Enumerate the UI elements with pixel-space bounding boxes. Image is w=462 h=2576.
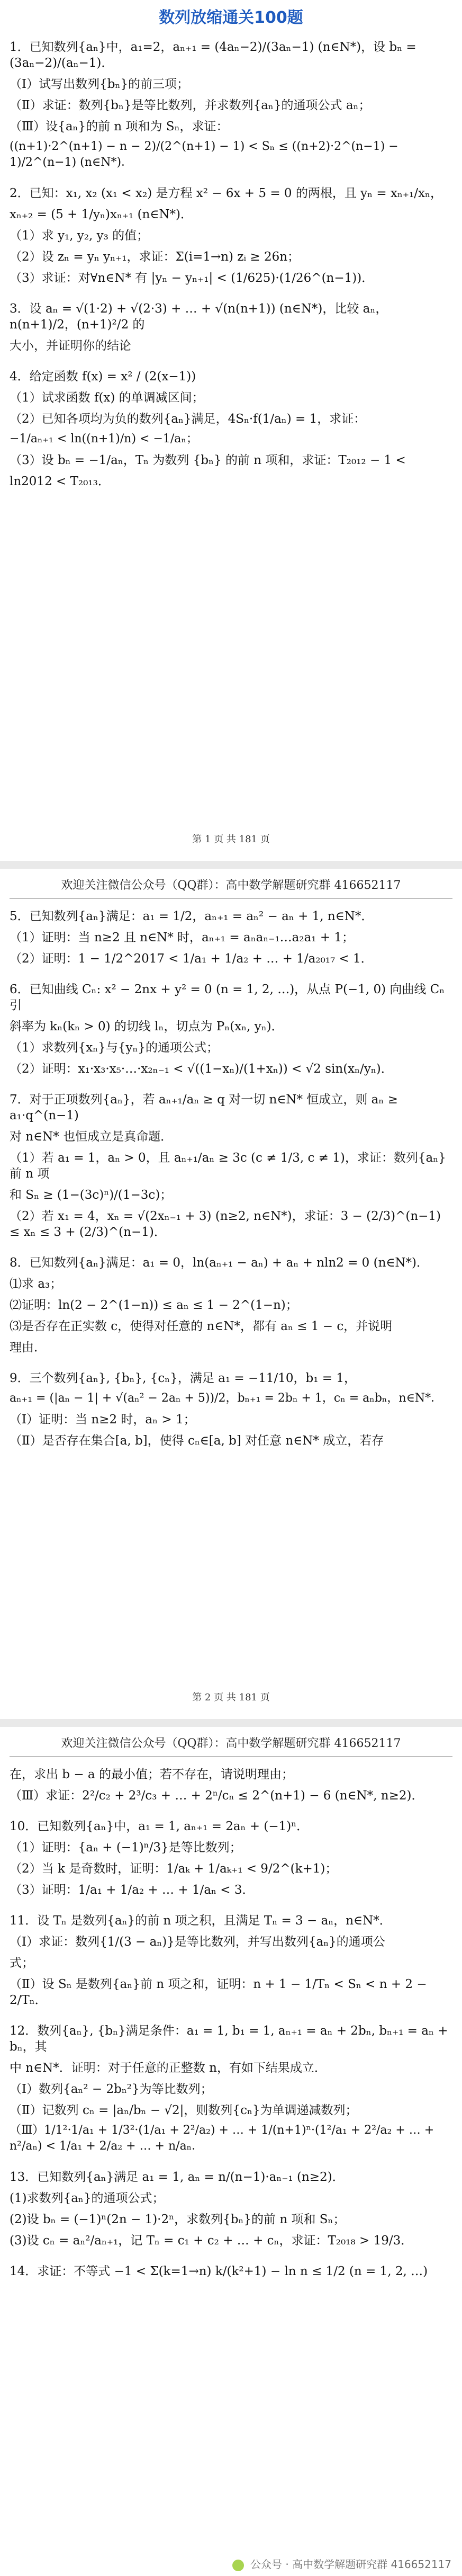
question-1-part-2: （Ⅱ）求证：数列{bₙ}是等比数列，并求数列{aₙ}的通项公式 aₙ； — [10, 99, 371, 112]
question-4-part-3-cont: ln2012 < T₂₀₁₃． — [10, 475, 110, 488]
page-header: 欢迎关注微信公众号（QQ群）：高中数学解题研究群 416652117 — [10, 869, 452, 899]
document-title: 数列放缩通关100题 — [159, 8, 303, 27]
question-6-part-1: （1）求数列{xₙ}与{yₙ}的通项公式； — [10, 1041, 219, 1055]
question-9-part-2-cont: 在，求出 b − a 的最小值；若不存在，请说明理由； — [10, 1768, 294, 1781]
question-5-part-1: （1）证明：当 n≥2 且 n∈N* 时，aₙ₊₁ = aₙaₙ₋₁…a₂a₁ + 1； — [10, 931, 355, 944]
question-11-part-2: （Ⅱ）设 Sₙ 是数列{aₙ}前 n 项之和，证明：n + 1 − 1/Tₙ < Sₙ < n + 2 − 2/Tₙ． — [10, 1977, 427, 2007]
question-8-part-3: ⑶是否存在正实数 c，使得对任意的 n∈N*，都有 aₙ ≤ 1 − c，并说明 — [10, 1320, 393, 1333]
page-2 — [0, 869, 462, 1719]
question-3: 3．设 aₙ = √(1·2) + √(2·3) + … + √(n(n+1)) (n∈N*)，比较 aₙ，n(n+1)/2，(n+1)²/2 的 — [10, 302, 388, 332]
question-9-part-1: （Ⅰ）证明：当 n≥2 时，aₙ > 1； — [10, 1413, 196, 1427]
question-2-recurrence: xₙ₊₂ = (5 + 1/yₙ)xₙ₊₁ (n∈N*)． — [10, 208, 193, 221]
page-3-content — [10, 1767, 452, 2279]
question-5-part-2: （2）证明：1 − 1/2^2017 < 1/a₁ + 1/a₂ + … + 1/a₂₀₁₇ < 1． — [10, 952, 373, 966]
question-7-part-2: （2）若 x₁ = 4，xₙ = √(2xₙ₋₁ + 3) (n≥2, n∈N*)，求证：3 − (2/3)^(n−1) ≤ xₙ ≤ 3 + (2/3)^(n−1)． — [10, 1209, 441, 1239]
watermark-text: 公众号 · 高中数学解题研究群 416652117 — [250, 2558, 451, 2571]
question-8-part-3-cont: 理由． — [10, 1341, 46, 1354]
question-4-inequality: −1/aₙ₊₁ < ln((n+1)/n) < −1/aₙ； — [10, 432, 198, 445]
question-14: 14．求证：不等式 −1 < Σ(k=1→n) k/(k²+1) − ln n ≤ 1/2 (n = 1, 2, …) — [10, 2265, 428, 2278]
question-12-cont: 中 n∈N*．证明：对于任意的正整数 n，有如下结果成立． — [10, 2061, 327, 2075]
question-13: 13．已知数列{aₙ}满足 a₁ = 1, aₙ = n/(n−1)·aₙ₋₁ (n≥2)． — [10, 2170, 345, 2184]
question-2-part-3: （3）求证：对∀n∈N* 有 |yₙ − yₙ₊₁| < (1/625)·(1/26^(n−1))． — [10, 271, 374, 285]
page-1-content — [10, 39, 452, 489]
question-5: 5．已知数列{aₙ}满足：a₁ = 1/2，aₙ₊₁ = aₙ² − aₙ + 1, n∈N*． — [10, 910, 374, 923]
question-2-part-1: （1）求 y₁, y₂, y₃ 的值； — [10, 229, 149, 243]
question-9: 9．三个数列{aₙ}, {bₙ}, {cₙ}，满足 a₁ = −11/10，b₁ = 1， — [10, 1371, 357, 1385]
page-1 — [0, 0, 462, 861]
question-4-part-2: （2）已知各项均为负的数列{aₙ}满足，4Sₙ·f(1/aₙ) = 1，求证： — [10, 412, 366, 426]
question-13-part-2: (2)设 bₙ = (−1)ⁿ(2n − 1)·2ⁿ，求数列{bₙ}的前 n 项和 Sₙ； — [10, 2213, 346, 2226]
question-1: 1．已知数列{aₙ}中，a₁=2，aₙ₊₁ = (4aₙ−2)/(3aₙ−1) (n∈N*)，设 bₙ = (3aₙ−2)/(aₙ−1)． — [10, 40, 416, 70]
question-4-part-3: （3）设 bₙ = −1/aₙ，Tₙ 为数列 {bₙ} 的前 n 项和，求证：T₂₀₁₂ − 1 < — [10, 453, 406, 467]
question-1-part-1: （Ⅰ）试写出数列{bₙ}的前三项； — [10, 77, 189, 91]
question-12: 12．数列{aₙ}, {bₙ}满足条件：a₁ = 1, b₁ = 1, aₙ₊₁ = aₙ + 2bₙ, bₙ₊₁ = aₙ + bₙ，其 — [10, 2024, 448, 2054]
question-3-cont: 大小，并证明你的结论 — [10, 339, 131, 353]
question-10-part-2: （2）当 k 是奇数时，证明：1/aₖ + 1/aₖ₊₁ < 9/2^(k+1)； — [10, 1862, 338, 1876]
page-2-content — [10, 908, 452, 1449]
question-13-part-1: (1)求数列{aₙ}的通项公式； — [10, 2191, 165, 2205]
question-9-part-2: （Ⅱ）是否存在集合[a, b]，使得 cₙ∈[a, b] 对任意 n∈N* 成立，若存 — [10, 1434, 384, 1448]
question-1-inequality: ((n+1)·2^(n+1) − n − 2)/(2^(n+1) − 1) < Sₙ ≤ ((n+2)·2^(n−1) − 1)/2^(n−1) (n∈N*)． — [10, 140, 398, 169]
page-2-footer: 第 2 页 共 181 页 — [192, 1692, 270, 1703]
question-6: 6．已知曲线 Cₙ: x² − 2nx + y² = 0 (n = 1, 2, …)，从点 P(−1, 0) 向曲线 Cₙ 引 — [10, 983, 445, 1012]
question-7-cont: 对 n∈N* 也恒成立是真命题． — [10, 1130, 173, 1144]
question-10-part-3: （3）证明：1/a₁ + 1/a₂ + … + 1/aₙ < 3． — [10, 1883, 255, 1897]
question-8-part-2: ⑵证明：ln(2 − 2^(1−n)) ≤ aₙ ≤ 1 − 2^(1−n)； — [10, 1298, 298, 1312]
question-8: 8．已知数列{aₙ}满足：a₁ = 0，ln(aₙ₊₁ − aₙ) + aₙ + nln2 = 0 (n∈N*)． — [10, 1256, 429, 1270]
question-6-cont: 斜率为 kₙ(kₙ > 0) 的切线 lₙ，切点为 Pₙ(xₙ, yₙ)． — [10, 1020, 284, 1033]
question-2-part-2: （2）设 zₙ = yₙ yₙ₊₁，求证：Σ(i=1→n) zᵢ ≥ 26n； — [10, 250, 300, 264]
question-12-part-2: （Ⅱ）记数列 cₙ = |aₙ/bₙ − √2|，则数列{cₙ}为单调递减数列； — [10, 2103, 358, 2117]
question-4-part-1: （1）试求函数 f(x) 的单调减区间； — [10, 391, 204, 405]
question-4: 4．给定函数 f(x) = x² / (2(x−1)) — [10, 370, 196, 384]
wechat-watermark — [232, 2556, 451, 2571]
question-10-part-1: （1）证明：{aₙ + (−1)ⁿ/3}是等比数列； — [10, 1841, 242, 1855]
question-11-part-1-cont: 式； — [10, 1956, 34, 1970]
question-8-part-1: ⑴求 a₃； — [10, 1277, 62, 1291]
question-7-part-1: （1）若 a₁ = 1，aₙ > 0，且 aₙ₊₁/aₙ ≥ 3c (c ≠ 1/3, c ≠ 1)，求证：数列{aₙ}前 n 项 — [10, 1151, 446, 1181]
question-11-part-1: （Ⅰ）求证：数列{1/(3 − aₙ)}是等比数列，并写出数列{aₙ}的通项公 — [10, 1935, 385, 1949]
page-header-2: 欢迎关注微信公众号（QQ群）：高中数学解题研究群 416652117 — [10, 1727, 452, 1757]
page-1-footer: 第 1 页 共 181 页 — [192, 834, 270, 845]
question-12-part-1: （Ⅰ）数列{aₙ² − 2bₙ²}为等比数列； — [10, 2082, 213, 2096]
question-7: 7．对于正项数列{aₙ}，若 aₙ₊₁/aₙ ≥ q 对一切 n∈N* 恒成立，则 aₙ ≥ a₁·q^(n−1) — [10, 1093, 398, 1122]
question-11: 11．设 Tₙ 是数列{aₙ}的前 n 项之积，且满足 Tₙ = 3 − aₙ，n∈N*． — [10, 1914, 392, 1928]
question-9-part-3: （Ⅲ）求证：2²/c₂ + 2³/c₃ + … + 2ⁿ/cₙ ≤ 2^(n+1) − 6 (n∈N*, n≥2)． — [10, 1789, 424, 1803]
question-13-part-3: (3)设 cₙ = aₙ²/aₙ₊₁，记 Tₙ = c₁ + c₂ + … + cₙ，求证：T₂₀₁₈ > 19/3． — [10, 2234, 413, 2248]
question-9-recurrence: aₙ₊₁ = (|aₙ − 1| + √(aₙ² − 2aₙ + 5))/2，bₙ₊₁ = 2bₙ + 1，cₙ = aₙbₙ，n∈N*． — [10, 1392, 443, 1405]
question-6-part-2: （2）证明：x₁·x₃·x₅·…·x₂ₙ₋₁ < √((1−xₙ)/(1+xₙ)) < √2 sin(xₙ/yₙ)． — [10, 1062, 393, 1076]
question-1-part-3: （Ⅲ）设{aₙ}的前 n 项和为 Sₙ，求证： — [10, 120, 229, 133]
page-3 — [0, 1727, 462, 2576]
question-2: 2．已知：x₁, x₂ (x₁ < x₂) 是方程 x² − 6x + 5 = 0 的两根，且 yₙ = xₙ₊₁/xₙ， — [10, 186, 442, 200]
question-7-part-1-cont: 和 Sₙ ≥ (1−(3c)ⁿ)/(1−3c)； — [10, 1188, 173, 1202]
question-10: 10．已知数列{aₙ}中，a₁ = 1, aₙ₊₁ = 2aₙ + (−1)ⁿ． — [10, 1820, 309, 1833]
wechat-icon — [232, 2560, 244, 2571]
question-12-part-3: （Ⅲ）1/1²·1/a₁ + 1/3²·(1/a₁ + 2²/a₂) + … + 1/(n+1)ⁿ·(1²/a₁ + 2²/a₂ + … + n²/aₙ) < 1/a₁ + 2/a₂ + … + n/aₙ． — [10, 2124, 434, 2153]
